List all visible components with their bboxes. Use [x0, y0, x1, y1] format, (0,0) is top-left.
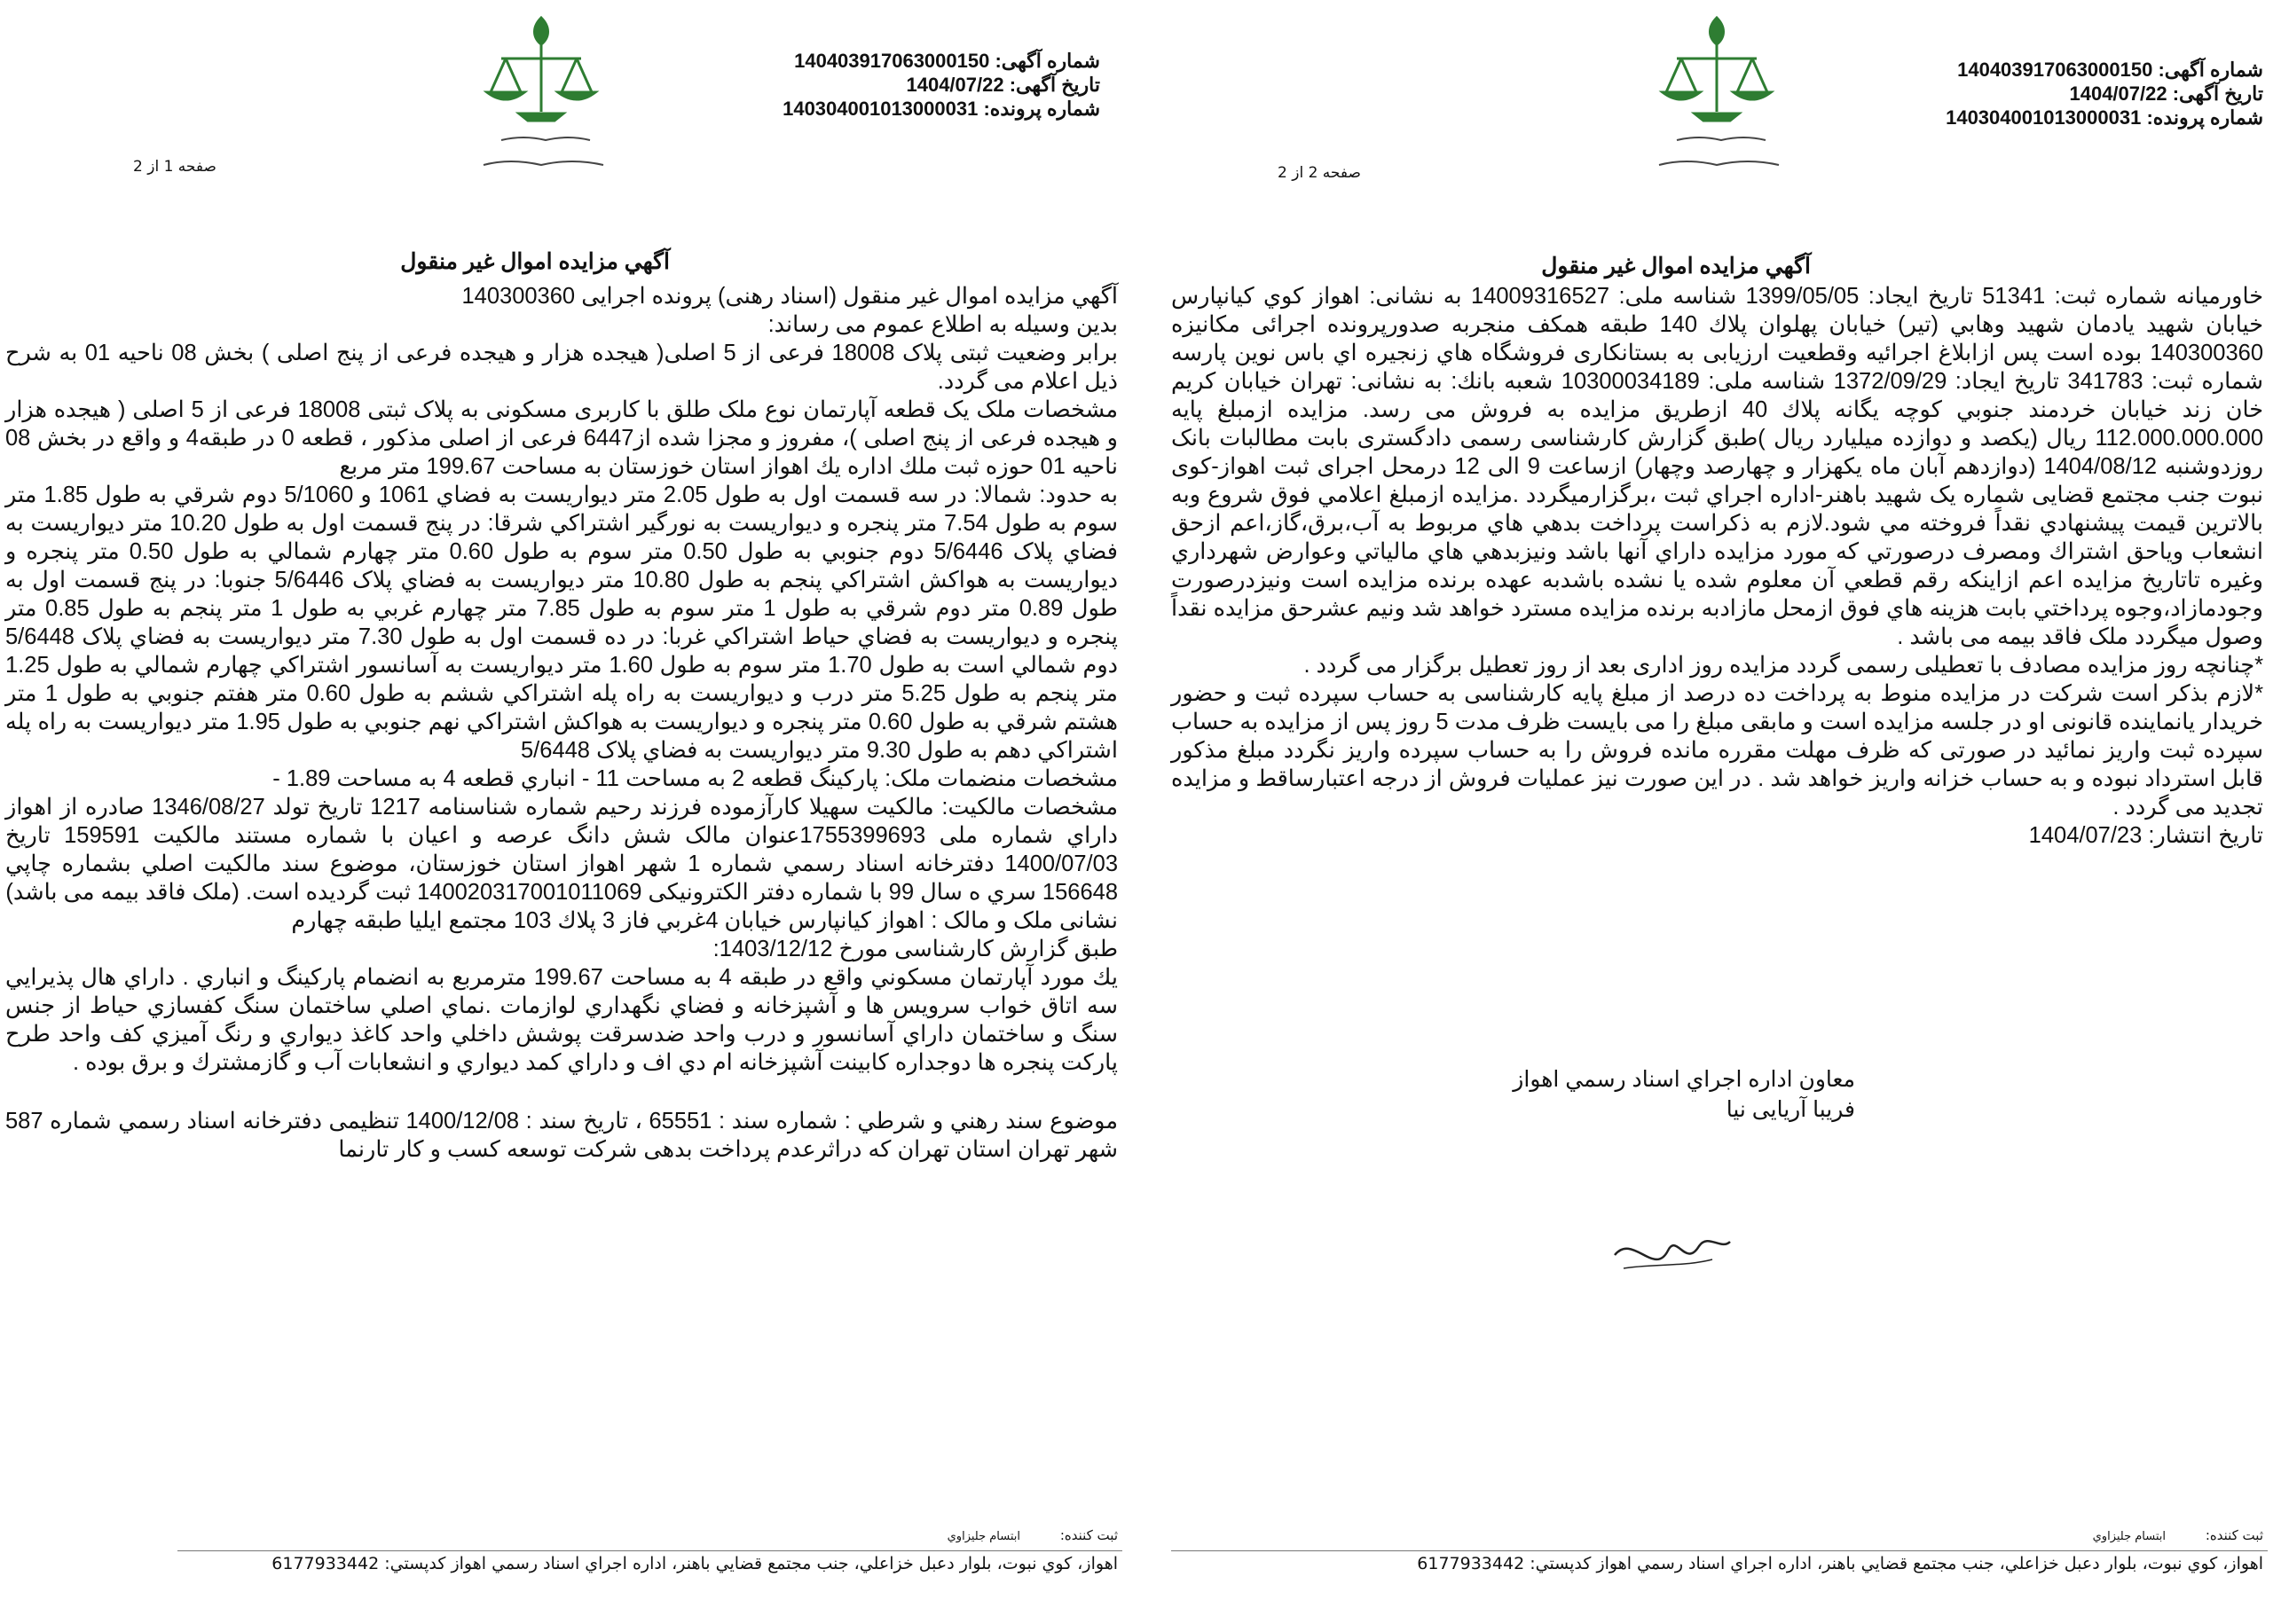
body-paragraph: مشخصات مالكيت: مالكيت سهيلا كارآزموده فرزند رحيم شماره شناسنامه 1217 تاريخ تولد 1346/08/27 صادره از اهواز داراي شماره ملی 1755399693عنوان مالک شش دانگ عرصه و اعيان با شماره مستند مالكيت 159591 تاريخ 1400/07/03 دفترخانه اسناد رسمي شماره 1 شهر اهواز استان خوزستان، موضوع سند مالكيت اصلي بشماره چاپي 156648 سري ه سال 99 با شماره دفتر الكترونيكی 140020317001011069 ثبت گرديده است. (ملک فاقد بيمه می باشد) [5, 795, 1118, 905]
body-paragraph: به حدود: شمالا: در سه قسمت اول به طول 2.05 متر ديواريست به فضاي 1061 و 5/1060 دوم شرقي به طول 1.85 متر سوم به طول 7.54 متر پنجره و ديواريست به نورگير اشتراكي شرقا: در پنج قسمت اول به طول 10.20 متر ديواريست به فضاي پلاک 5/6446 دوم جنوبي به طول 0.50 متر سوم به طول 0.60 متر چهارم شمالي به طول 0.50 متر پنجره و ديواريست به هواكش اشتراكي پنجم به طول 10.80 متر ديواريست به فضاي پلاک 5/6446 جنوبا: در پنج قسمت اول به طول 0.89 متر دوم شرقي به طول 1 متر سوم به طول 7.85 متر چهارم غربي به طول 1 متر پنجم به طول 0.85 متر پنجره و ديواريست به فضاي حياط اشتراكي غربا: در ده قسمت اول به طول 7.30 متر ديواريست به فضاي پلاک 5/6448 دوم شمالي است به طول 1.70 متر سوم به طول 1.60 متر ديواريست به آسانسور اشتراكي چهارم شمالي به طول 1.25 متر پنجم به طول 5.25 متر درب و ديواريست به راه پله اشتراكي ششم به طول 0.60 متر هفتم جنوبي به طول 1 متر هشتم شرقي به طول 0.60 متر پنجره و ديواريست به هواكش اشتراكي نهم جنوبي به طول 1.95 متر ديواريست به راه پله اشتراكي دهم به طول 9.30 متر ديواريست به فضاي پلاک 5/6448 [5, 482, 1119, 763]
body-paragraph: موضوع سند رهني و شرطي : شماره سند : 65551 ، تاريخ سند : 1400/12/08 تنظيمی دفترخانه اسناد رسمي شماره 587 شهر تهران استان تهران كه دراثرعدم پرداخت بدهی شركت توسعه كسب و كار تارنما [5, 1109, 1118, 1162]
body-paragraph: يك مورد آپارتمان مسكوني واقع در طبقه 4 به مساحت 199.67 مترمربع به انضمام پاركينگ و انباري . داراي هال پذيرايي سه اتاق خواب سرويس ها و آشپزخانه و فضاي نگهداري لوازمات .نماي اصلي ساختمان سنگ كفسازي حياط از جنس سنگ و ساختمان داراي آسانسور و درب واحد ضدسرقت پوشش داخلي واحد كاغذ ديواري و رنگ آميزي كف واحد طرح پاركت پنجره ها دوجداره كابينت آشپزخانه ام دي اف و داراي كمد ديواري و انشعابات آب و گازمشترك و برق بوده . [5, 965, 1118, 1075]
case-number-row: شماره پرونده: 140304001013000031 [783, 98, 1100, 120]
judiciary-emblem-icon [1641, 7, 1792, 193]
body-paragraph: طبق گزارش كارشناسی مورخ 1403/12/12: [712, 937, 1118, 961]
page-1 [0, 0, 1140, 1624]
body-paragraph: *چنانچه روز مزايده مصادف با تعطيلی رسمی گردد مزايده روز اداری بعد از روز تعطيل برگزار می گردد . [1303, 653, 2263, 678]
notice-date: 1404/07/22 [2069, 82, 2167, 105]
body-paragraph: *لازم بذكر است شركت در مزايده منوط به پرداخت ده درصد از مبلغ پايه كارشناسی به حساب سپرده ثبت و حضور خريدار يانماينده قانونی او در جلسه مزايده است و مابقی مبلغ را می بايست ظرف مدت 5 روز پس از مزايده به حساب سپرده ثبت واريز نمائيد در صورتی كه ظرف مهلت مقرره مانده فروش را به حساب سپرده واريز نگردد مبلغ مذكور قابل استرداد نبوده و به حساب خزانه واريز خواهد شد . در اين صورت نيز عمليات فروش از درجه اعتبارساقط و مزايده تجديد می گردد . [1171, 681, 2263, 820]
case-number: 140304001013000031 [783, 98, 979, 120]
footer-address: اهواز، كوي نبوت، بلوار دعبل خزاعلي، جنب مجتمع قضايي باهنر، اداره اجراي اسناد رسمي اهواز كدپستي: 6177933442 [271, 1554, 1118, 1573]
page-label: صفحه 1 از 2 [133, 158, 216, 176]
judiciary-emblem-icon [466, 7, 617, 193]
signatory-title: معاون اداره اجراي اسناد رسمي اهواز [1513, 1067, 1855, 1092]
footer-registrar: ثبت كننده: ابتسام جليزاوي [947, 1527, 1118, 1543]
notice-number: 140403917063000150 [794, 50, 990, 72]
body-paragraph: مشخصات منضمات ملک: پاركينگ قطعه 2 به مساحت 11 - انباري قطعه 4 به مساحت 1.89 - [272, 766, 1118, 791]
page-title: آگهي مزايده اموال غير منقول [1541, 254, 1811, 279]
body-paragraph: مشخصات ملک يک قطعه آپارتمان نوع ملک طلق با کاربری مسکونی به پلاک ثبتی 18008 فرعی از 5 اصلی ( هيجده هزار و هيجده فرعی از پنج اصلی )، مفروز و مجزا شده از6447 فرعی از اصلی مذکور ، قطعه 0 در طبقه4 و واقع در بخش 08 ناحيه 01 حوزه ثبت ملك اداره يك اهواز استان خوزستان به مساحت 199.67 متر مربع [5, 397, 1118, 479]
footer-divider [177, 1550, 1122, 1551]
footer-registrar: ثبت كننده: ابتسام جليزاوي [2092, 1527, 2263, 1543]
case-number: 140304001013000031 [1946, 106, 2142, 129]
body-paragraph: آگهي مزايده اموال غير منقول (اسناد رهنی) پرونده اجرايی 140300360 [461, 284, 1118, 309]
handwritten-signature [1606, 1215, 1739, 1290]
body-paragraph: تاريخ انتشار: 1404/07/23 [2028, 823, 2263, 848]
case-number-row: شماره پرونده: 140304001013000031 [1946, 106, 2263, 129]
footer-address: اهواز، كوي نبوت، بلوار دعبل خزاعلي، جنب مجتمع قضايي باهنر، اداره اجراي اسناد رسمي اهواز كدپستي: 6177933442 [1417, 1554, 2263, 1573]
body-paragraph: بدين وسيله به اطلاع عموم می رساند: [767, 312, 1118, 337]
body-paragraph: نشانی ملک و مالک : اهواز كيانپارس خيابان 4غربي فاز 3 پلاك 103 مجتمع ايليا طبقه چهارم [291, 908, 1118, 933]
page-title: آگهي مزايده اموال غير منقول [400, 249, 670, 274]
notice-date: 1404/07/22 [906, 74, 1004, 96]
notice-date-row: تاریخ آگهی: 1404/07/22 [2069, 82, 2263, 105]
footer-divider [1171, 1550, 2268, 1551]
notice-meta [1946, 58, 2263, 129]
notice-body [1171, 282, 2263, 850]
notice-date-row: تاریخ آگهی: 1404/07/22 [906, 74, 1100, 96]
page-label: صفحه 2 از 2 [1278, 164, 1361, 182]
page-2 [1171, 0, 2281, 1624]
notice-meta [783, 49, 1100, 121]
notice-body [5, 282, 1118, 1164]
body-paragraph: برابر وضعيت ثبتی پلاک 18008 فرعی از 5 اصلی( هيجده هزار و هيجده فرعی از پنج اصلی ) بخش 08 ناحيه 01 به شرح ذيل اعلام می گردد. [5, 341, 1118, 394]
signatory-name: فريبا آريايی نيا [1726, 1097, 1855, 1122]
notice-number-row: شماره آگهی: 140403917063000150 [794, 50, 1100, 72]
notice-number-row: شماره آگهی: 140403917063000150 [1957, 59, 2263, 81]
signature-block [1513, 1064, 1855, 1125]
body-paragraph: خاورميانه شماره ثبت: 51341 تاريخ ايجاد: 1399/05/05 شناسه ملی: 14009316527 به نشانی: اهواز كوي كيانپارس خيابان شهيد يادمان شهيد وهابي (تير) خيابان پهلوان پلاك 140 طبقه همكف منجربه صدورپرونده اجرائی مكانيزه 140300360 بوده است پس ازابلاغ اجرائيه وقطعيت ارزيابی به بستانكاری فروشگاه هاي زنجيره اي باس نوين پارسه شماره ثبت: 341783 تاريخ ايجاد: 1372/09/29 شناسه ملی: 10300034189 شعبه بانك: به نشانی: تهران خيابان كريم خان زند خيابان خردمند جنوبي كوچه يگانه پلاك 40 ازطريق مزايده به فروش می رسد. مزايده ازمبلغ پايه 112.000.000.000 ريال (يكصد و دوازده ميليارد ريال )طبق گزارش كارشناسی رسمی دادگستری بابت مطالبات بانک روزدوشنبه 1404/08/12 (دوازدهم آبان ماه يكهزار و چهارصد وچهار) ازساعت 9 الی 12 درمحل اجرای ثبت اهواز-كوی نبوت جنب مجتمع قضايی شماره يک شهيد باهنر-اداره اجراي ثبت ،برگزارميگردد .مزايده ازمبلغ اعلامي فوق شروع وبه بالاترين قيمت پيشنهادي نقداً فروخته مي شود.لازم به ذكراست پرداخت بدهي هاي مربوط به آب،برق،گاز،اعم ازحق انشعاب وياحق اشتراك ومصرف درصورتي كه مورد مزايده داراي آنها باشد ونيزبدهي هاي مالياتي وعوارض شهرداري وغيره تاتاريخ مزايده اعم ازاينكه رقم قطعي آن معلوم شده يا نشده باشدبه عهده برنده مزايده است ونيزدرصورت وجودمازاد،وجوه پرداختي بابت هزينه هاي فوق ازمحل مازادبه برنده مزايده مسترد خواهد شد ونيم عشرحق مزايده نقداً وصول ميگردد ملک فاقد بيمه می باشد . [1171, 284, 2264, 649]
notice-number: 140403917063000150 [1957, 59, 2153, 81]
